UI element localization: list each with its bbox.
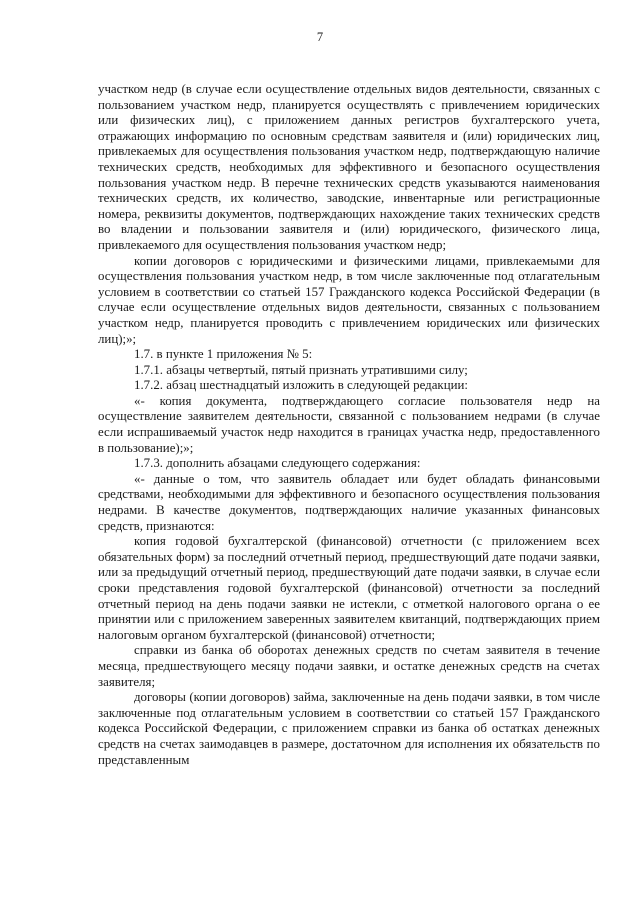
paragraph-loan-agreements: договоры (копии договоров) займа, заключенные на день подачи заявки, в том числе заключенные под отлагательным условием в соответствии со статьей 157 Гражданского кодекса Российской Федерации, с приложением справки из банка об остатках денежных средств на счетах заимодавцев в размере, достаточном для исполнения их обязательств по представленным — [98, 690, 600, 767]
paragraph-bank-statements: справки из банка об оборотах денежных средств по счетам заявителя в течение месяца, предшествующего месяцу подачи заявки, и остатке денежных средств на счетах заявителя; — [98, 643, 600, 689]
document-body — [98, 82, 600, 768]
paragraph-technical-means: участком недр (в случае если осуществление отдельных видов деятельности, связанных с пользованием участком недр, планируется осуществлять с привлечением юридических или физических лиц), с приложением данных регистров бухгалтерского учета, отражающих информацию по основным средствам заявителя и (или) юридических лиц, привлекаемых для осуществления пользования участком недр, подтверждающую наличие технических средств, необходимых для эффективного и безопасного осуществления пользования участком недр. В перечне технических средств указываются наименования технических средств, их количество, заводские, инвентарные или регистрационные номера, реквизиты документов, подтверждающих нахождение таких технических средств во владении и пользовании заявителя и (или) юридического, физического лица, привлекаемого для осуществления пользования участком недр; — [98, 82, 600, 252]
paragraph-consent-document: «- копия документа, подтверждающего согласие пользователя недр на осуществление заявителем деятельности, связанной с пользованием недрами (в случае если испрашиваемый участок недр находится в границах участка недр, предоставленного в пользование);»; — [98, 393, 600, 455]
paragraph-item-1-7-2: 1.7.2. абзац шестнадцатый изложить в следующей редакции: — [134, 378, 468, 393]
paragraph-annual-accounting: копия годовой бухгалтерской (финансовой) отчетности (с приложением всех обязательных форм) за последний отчетный период, предшествующий дате подачи заявки, или за предыдущий отчетный период, предшествующий дате подачи заявки, в случае если сроки представления годовой бухгалтерской (финансовой) отчетности за последний отчетный период на день подачи заявки не истекли, с отметкой налогового органа о ее принятии или с приложением заверенных заявителем квитанций, подтверждающих прием налоговым органом бухгалтерской (финансовой) отчетности; — [98, 534, 600, 642]
page-number: 7 — [316, 30, 324, 44]
paragraph-item-1-7-3: 1.7.3. дополнить абзацами следующего содержания: — [134, 456, 421, 471]
paragraph-contracts-copies: копии договоров с юридическими и физическими лицами, привлекаемыми для осуществления пользования участком недр, в том числе заключенные под отлагательным условием в соответствии со статьей 157 Гражданского кодекса Российской Федерации (в случае если осуществление отдельных видов деятельности, связанных с пользованием участком недр, планируется проводить с привлечением юридических или физических лиц);»; — [98, 253, 600, 346]
paragraph-financial-means: «- данные о том, что заявитель обладает или будет обладать финансовыми средствами, необходимыми для эффективного и безопасного осуществления пользования недрами. В качестве документов, подтверждающих наличие указанных финансовых средств, признаются: — [98, 471, 600, 533]
paragraph-item-1-7-1: 1.7.1. абзацы четвертый, пятый признать утратившими силу; — [134, 362, 468, 377]
paragraph-item-1-7: 1.7. в пункте 1 приложения № 5: — [134, 347, 313, 362]
